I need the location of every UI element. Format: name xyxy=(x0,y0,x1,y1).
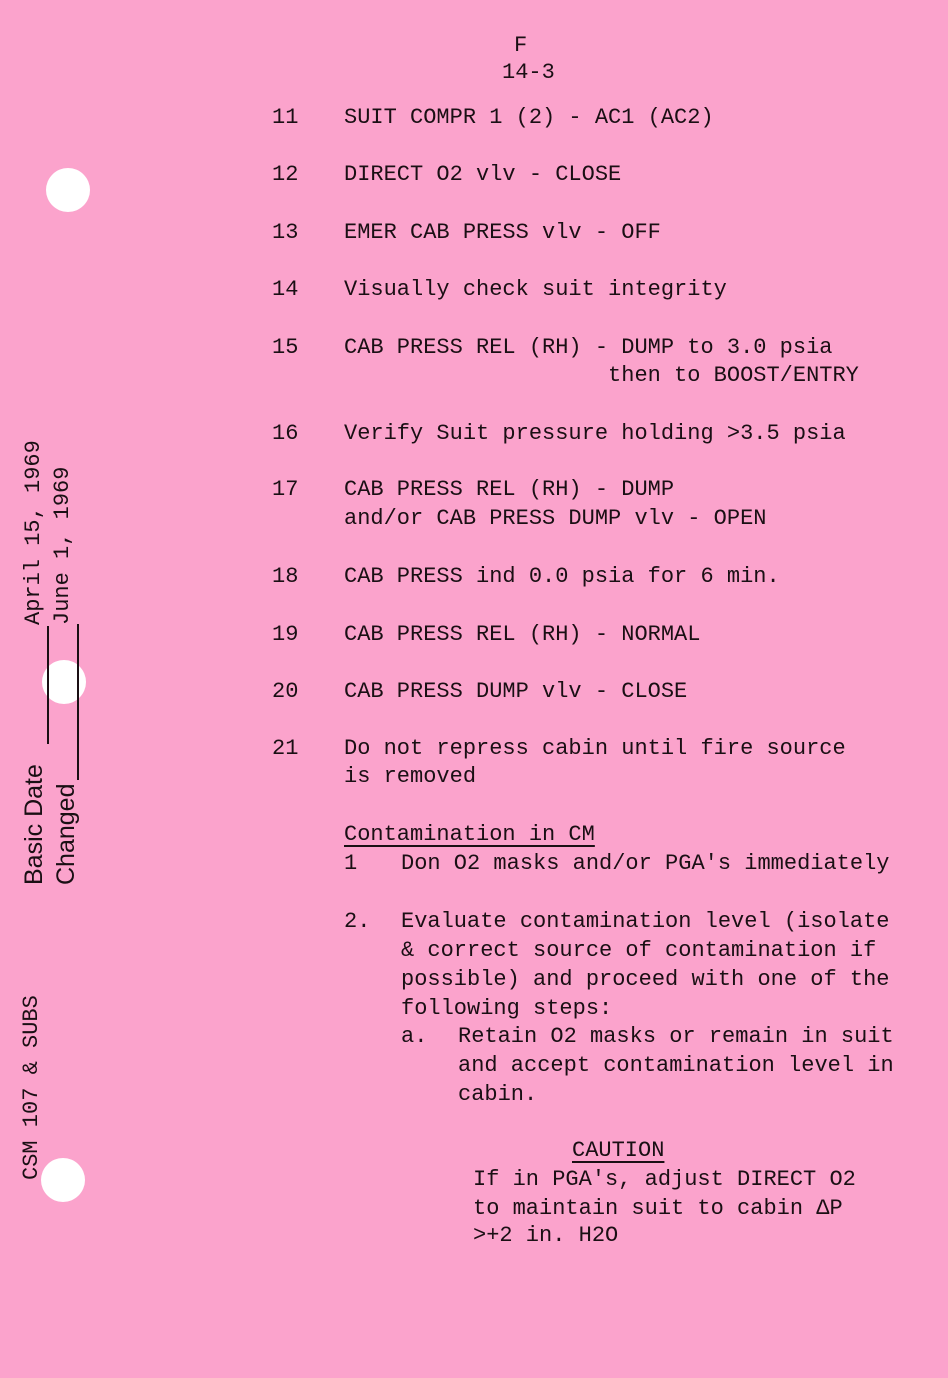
sub-item-text: cabin. xyxy=(458,1082,538,1107)
step-text: CAB PRESS REL (RH) - DUMP to 3.0 psia xyxy=(344,335,833,360)
page-number: 14-3 xyxy=(502,60,555,85)
contamination-item-text: possible) and proceed with one of the xyxy=(401,967,890,992)
step-text: Do not repress cabin until fire source xyxy=(344,736,846,761)
contamination-heading: Contamination in CM xyxy=(344,822,595,847)
contamination-item-text: Don O2 masks and/or PGA's immediately xyxy=(401,851,890,876)
changed-value: June 1, 1969 xyxy=(50,466,75,625)
basic-date-underline xyxy=(47,626,49,744)
step-text-continued: then to BOOST/ENTRY xyxy=(344,363,859,388)
caution-text: >+2 in. H2O xyxy=(473,1223,619,1248)
step-number: 13 xyxy=(272,220,299,245)
contamination-item-number: 1 xyxy=(344,851,358,876)
step-number: 18 xyxy=(272,564,299,589)
step-number: 11 xyxy=(272,105,299,130)
step-text: CAB PRESS DUMP vlv - CLOSE xyxy=(344,679,688,704)
step-number: 17 xyxy=(272,477,299,502)
step-text: DIRECT O2 vlv - CLOSE xyxy=(344,162,622,187)
step-text: CAB PRESS REL (RH) - DUMP xyxy=(344,477,675,502)
step-number: 16 xyxy=(272,421,299,446)
section-letter: F xyxy=(514,33,528,58)
step-number: 12 xyxy=(272,162,299,187)
contamination-item-number: 2. xyxy=(344,909,371,934)
sub-item-text: and accept contamination level in xyxy=(458,1053,894,1078)
binder-hole-top xyxy=(46,168,90,212)
step-text-continued: is removed xyxy=(344,764,477,789)
basic-date-value: April 15, 1969 xyxy=(21,440,46,625)
contamination-item-text: Evaluate contamination level (isolate xyxy=(401,909,890,934)
sub-item-text: Retain O2 masks or remain in suit xyxy=(458,1024,894,1049)
step-number: 20 xyxy=(272,679,299,704)
step-text: EMER CAB PRESS vlv - OFF xyxy=(344,220,661,245)
changed-label: Changed xyxy=(52,783,80,885)
contamination-item-text: following steps: xyxy=(401,996,613,1021)
caution-heading: CAUTION xyxy=(572,1138,665,1163)
contamination-item-text: & correct source of contamination if xyxy=(401,938,877,963)
sub-item-label: a. xyxy=(401,1024,428,1049)
basic-date-label: Basic Date xyxy=(20,764,48,885)
caution-text: If in PGA's, adjust DIRECT O2 xyxy=(473,1167,856,1192)
step-text: CAB PRESS REL (RH) - NORMAL xyxy=(344,622,701,647)
step-number: 19 xyxy=(272,622,299,647)
step-text: Verify Suit pressure holding >3.5 psia xyxy=(344,421,846,446)
caution-text: to maintain suit to cabin ΔP xyxy=(473,1196,843,1221)
changed-underline xyxy=(77,624,79,780)
document-id: CSM 107 & SUBS xyxy=(19,995,44,1180)
step-number: 14 xyxy=(272,277,299,302)
step-number: 15 xyxy=(272,335,299,360)
step-text: CAB PRESS ind 0.0 psia for 6 min. xyxy=(344,564,780,589)
step-text-continued: and/or CAB PRESS DUMP vlv - OPEN xyxy=(344,506,767,531)
step-text: Visually check suit integrity xyxy=(344,277,727,302)
step-number: 21 xyxy=(272,736,299,761)
step-text: SUIT COMPR 1 (2) - AC1 (AC2) xyxy=(344,105,714,130)
binder-hole-bottom xyxy=(41,1158,85,1202)
